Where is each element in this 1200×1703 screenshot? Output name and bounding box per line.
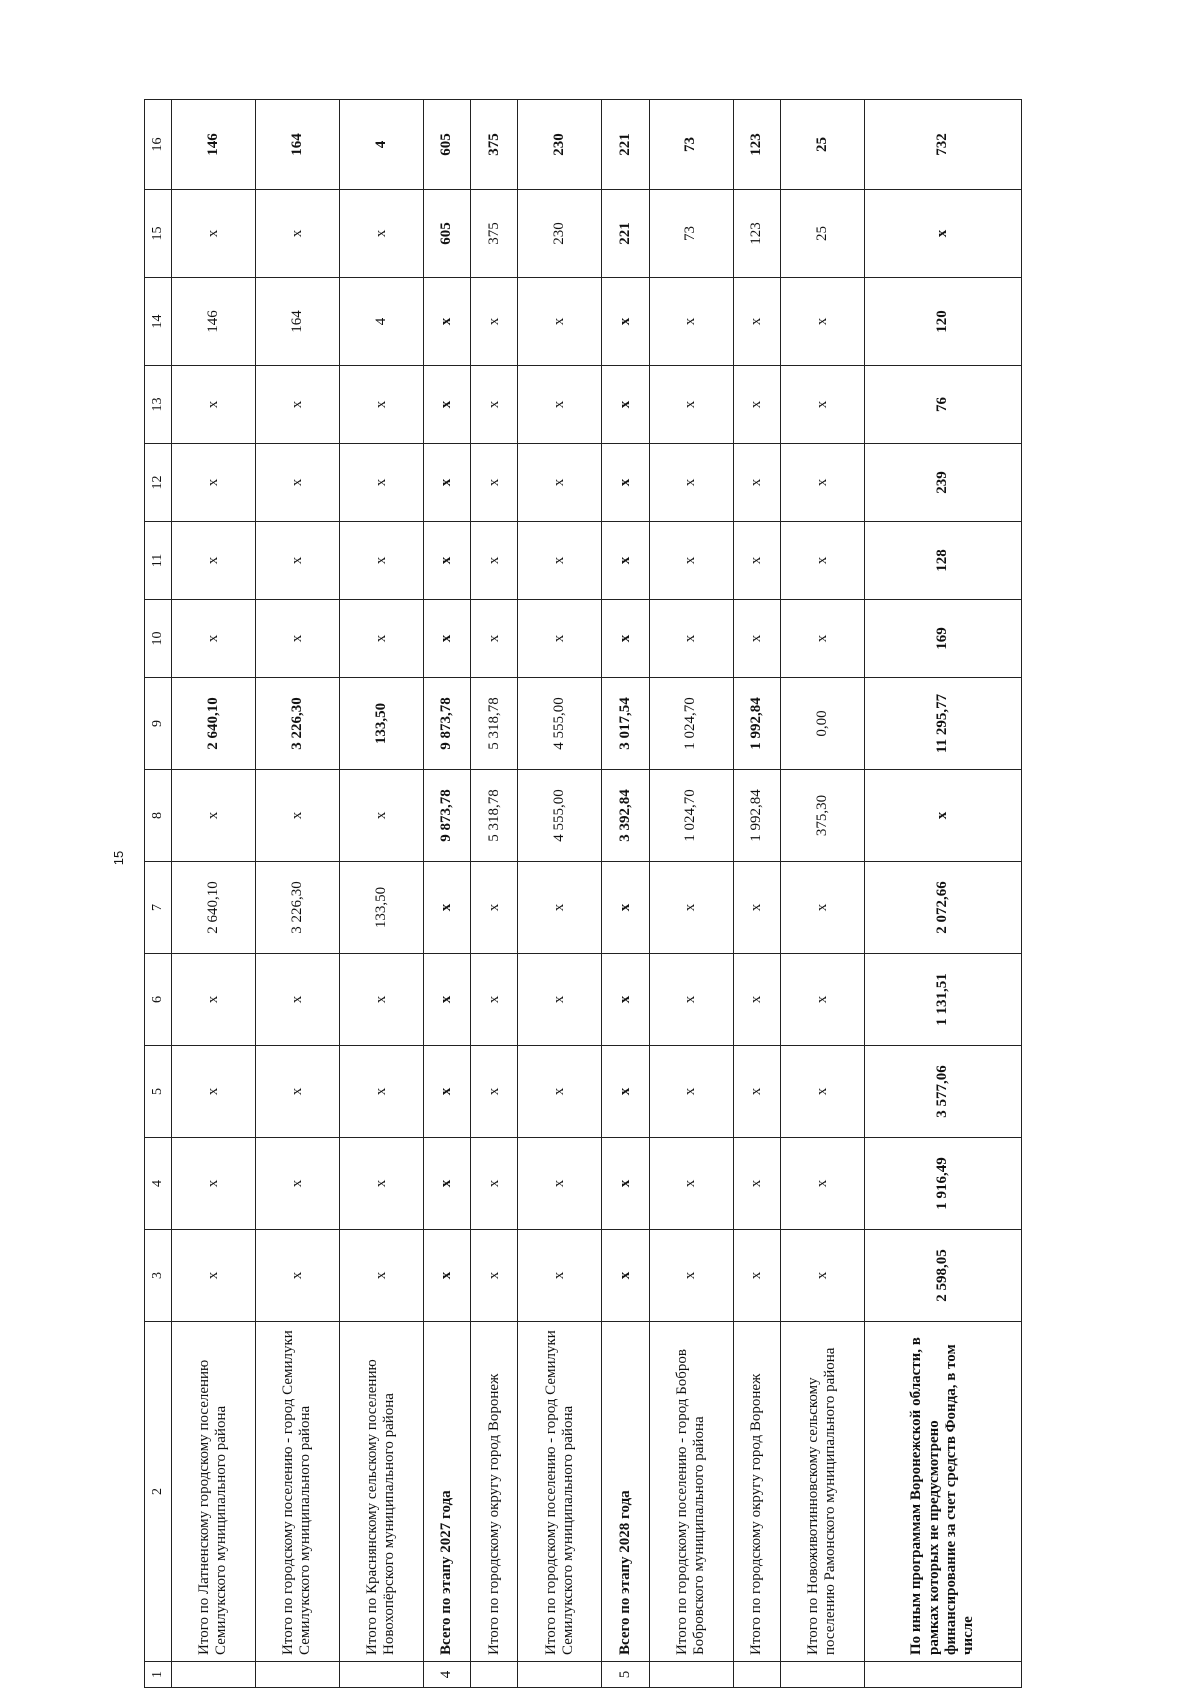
- table-cell: 2 640,10: [172, 862, 256, 954]
- table-cell: x: [172, 190, 256, 278]
- table-cell: x: [602, 954, 649, 1046]
- table-cell: x: [780, 522, 864, 600]
- table-cell: x: [423, 522, 470, 600]
- table-cell: 73: [649, 100, 733, 190]
- table-cell: x: [172, 600, 256, 678]
- table-cell: 5 318,78: [471, 678, 518, 770]
- table-cell: x: [780, 1138, 864, 1230]
- table-cell: x: [602, 444, 649, 522]
- column-header: 6: [145, 954, 172, 1046]
- row-label: Всего по этапу 2028 года: [602, 1322, 649, 1662]
- table-cell: x: [649, 1230, 733, 1322]
- row-label: Итого по городскому поселению - город Бобров Бобровского муниципального района: [649, 1322, 733, 1662]
- table-cell: 2 072,66: [864, 862, 1021, 954]
- table-cell: x: [780, 862, 864, 954]
- row-label: Итого по Новоживотинновскому сельскому поселению Рамонского муниципального района: [780, 1322, 864, 1662]
- table-cell: 4 555,00: [518, 678, 602, 770]
- table-cell: x: [518, 278, 602, 366]
- table-cell: x: [518, 954, 602, 1046]
- table-cell: x: [733, 954, 780, 1046]
- table-cell: x: [339, 522, 423, 600]
- row-index: [864, 1662, 1021, 1688]
- row-index: [339, 1662, 423, 1688]
- table-cell: x: [423, 444, 470, 522]
- table-cell: x: [255, 366, 339, 444]
- table-cell: x: [602, 600, 649, 678]
- table-cell: x: [339, 770, 423, 862]
- table-cell: x: [255, 954, 339, 1046]
- header-row: [145, 100, 172, 1688]
- table-cell: x: [864, 770, 1021, 862]
- row-index: [518, 1662, 602, 1688]
- table-cell: x: [423, 1046, 470, 1138]
- table-cell: x: [172, 1230, 256, 1322]
- table-cell: x: [339, 366, 423, 444]
- table-cell: x: [423, 366, 470, 444]
- table-cell: x: [255, 770, 339, 862]
- table-cell: x: [339, 1046, 423, 1138]
- table-cell: 133,50: [339, 862, 423, 954]
- table-cell: x: [649, 1046, 733, 1138]
- table-cell: x: [423, 1138, 470, 1230]
- table-cell: x: [780, 1230, 864, 1322]
- table-row: [471, 100, 518, 1688]
- table-cell: x: [518, 444, 602, 522]
- table-cell: 239: [864, 444, 1021, 522]
- table-cell: 1 024,70: [649, 678, 733, 770]
- table-cell: 73: [649, 190, 733, 278]
- column-header: 13: [145, 366, 172, 444]
- column-header: 8: [145, 770, 172, 862]
- table-cell: 4: [339, 100, 423, 190]
- row-index: [780, 1662, 864, 1688]
- table-cell: x: [339, 600, 423, 678]
- table-cell: 146: [172, 100, 256, 190]
- table-cell: x: [255, 522, 339, 600]
- column-header: 15: [145, 190, 172, 278]
- table-cell: x: [471, 278, 518, 366]
- table-cell: x: [733, 862, 780, 954]
- table-cell: 0,00: [780, 678, 864, 770]
- row-label: По иным программам Воронежской области, в рамках которых не предусмотрено финансирование за счет средств Фонда, в том числе: [864, 1322, 1021, 1662]
- column-header: 4: [145, 1138, 172, 1230]
- table-cell: 375: [471, 100, 518, 190]
- table-cell: 3 226,30: [255, 862, 339, 954]
- table-cell: x: [780, 1046, 864, 1138]
- table-cell: x: [649, 600, 733, 678]
- table-cell: x: [172, 366, 256, 444]
- table-cell: x: [423, 278, 470, 366]
- table-row: [518, 100, 602, 1688]
- table-cell: 123: [733, 190, 780, 278]
- column-header: 9: [145, 678, 172, 770]
- table-cell: 25: [780, 190, 864, 278]
- table-cell: x: [255, 1046, 339, 1138]
- table-cell: x: [733, 278, 780, 366]
- table-cell: x: [602, 862, 649, 954]
- row-label: Итого по Латненскому городскому поселению Семилукского муниципального района: [172, 1322, 256, 1662]
- table-cell: x: [423, 600, 470, 678]
- row-index: 4: [423, 1662, 470, 1688]
- table-cell: x: [602, 1138, 649, 1230]
- table-cell: x: [518, 600, 602, 678]
- table-cell: x: [733, 444, 780, 522]
- row-index: [172, 1662, 256, 1688]
- table-cell: 146: [172, 278, 256, 366]
- table-row: [780, 100, 864, 1688]
- table-cell: 164: [255, 278, 339, 366]
- table-cell: 9 873,78: [423, 770, 470, 862]
- table-row: [864, 100, 1021, 1688]
- table-cell: x: [780, 954, 864, 1046]
- table-cell: 1 024,70: [649, 770, 733, 862]
- table-cell: 128: [864, 522, 1021, 600]
- table-cell: x: [471, 1138, 518, 1230]
- table-cell: x: [780, 278, 864, 366]
- column-header: 1: [145, 1662, 172, 1688]
- column-header: 10: [145, 600, 172, 678]
- table-cell: 3 226,30: [255, 678, 339, 770]
- table-cell: x: [255, 444, 339, 522]
- table-cell: x: [733, 600, 780, 678]
- financing-table: [144, 99, 1022, 1688]
- table-cell: x: [339, 1138, 423, 1230]
- table-cell: 133,50: [339, 678, 423, 770]
- row-label: Итого по городскому округу город Воронеж: [471, 1322, 518, 1662]
- table-cell: x: [172, 522, 256, 600]
- table-row: [339, 100, 423, 1688]
- column-header: 14: [145, 278, 172, 366]
- table-cell: x: [649, 278, 733, 366]
- table-cell: x: [602, 1230, 649, 1322]
- row-label: Всего по этапу 2027 года: [423, 1322, 470, 1662]
- table-cell: x: [733, 522, 780, 600]
- column-header: 5: [145, 1046, 172, 1138]
- table-cell: x: [602, 278, 649, 366]
- table-cell: 169: [864, 600, 1021, 678]
- table-cell: x: [255, 1138, 339, 1230]
- table-cell: x: [602, 366, 649, 444]
- table-cell: x: [255, 1230, 339, 1322]
- row-label: Итого по городскому поселению - город Семилуки Семилукского муниципального района: [518, 1322, 602, 1662]
- table-row: [172, 100, 256, 1688]
- table-cell: x: [471, 1046, 518, 1138]
- table-cell: 1 992,84: [733, 678, 780, 770]
- table-cell: x: [649, 1138, 733, 1230]
- table-cell: x: [649, 444, 733, 522]
- table-cell: 732: [864, 100, 1021, 190]
- column-header: 12: [145, 444, 172, 522]
- table-cell: 230: [518, 190, 602, 278]
- column-header: 2: [145, 1322, 172, 1662]
- table-cell: 221: [602, 100, 649, 190]
- table-cell: x: [649, 522, 733, 600]
- table-cell: x: [864, 190, 1021, 278]
- table-row: [602, 100, 649, 1688]
- row-index: 5: [602, 1662, 649, 1688]
- table-cell: x: [172, 1046, 256, 1138]
- row-label: Итого по городскому округу город Воронеж: [733, 1322, 780, 1662]
- table-row: [733, 100, 780, 1688]
- table-cell: 120: [864, 278, 1021, 366]
- row-index: [255, 1662, 339, 1688]
- row-index: [733, 1662, 780, 1688]
- table-cell: 3 392,84: [602, 770, 649, 862]
- table-cell: 3 577,06: [864, 1046, 1021, 1138]
- table-cell: 11 295,77: [864, 678, 1021, 770]
- table-cell: x: [518, 862, 602, 954]
- table-cell: x: [339, 1230, 423, 1322]
- table-cell: x: [423, 954, 470, 1046]
- table-cell: x: [339, 954, 423, 1046]
- table-cell: x: [780, 600, 864, 678]
- table-cell: 76: [864, 366, 1021, 444]
- table-cell: x: [518, 1138, 602, 1230]
- table-cell: x: [602, 1046, 649, 1138]
- table-cell: 123: [733, 100, 780, 190]
- table-row: [649, 100, 733, 1688]
- column-header: 11: [145, 522, 172, 600]
- table-cell: x: [172, 1138, 256, 1230]
- column-header: 7: [145, 862, 172, 954]
- table-cell: x: [255, 600, 339, 678]
- table-cell: x: [733, 1138, 780, 1230]
- table-cell: x: [172, 770, 256, 862]
- table-cell: 375,30: [780, 770, 864, 862]
- table-cell: 2 598,05: [864, 1230, 1021, 1322]
- table-cell: 2 640,10: [172, 678, 256, 770]
- table-cell: x: [780, 444, 864, 522]
- table-cell: x: [649, 366, 733, 444]
- row-index: [471, 1662, 518, 1688]
- table-cell: 5 318,78: [471, 770, 518, 862]
- table-cell: x: [602, 522, 649, 600]
- table-cell: 164: [255, 100, 339, 190]
- table-cell: x: [471, 1230, 518, 1322]
- rotated-table-sheet: [144, 100, 1022, 1688]
- table-body: [172, 100, 1022, 1688]
- table-cell: x: [733, 1046, 780, 1138]
- table-cell: x: [423, 862, 470, 954]
- table-cell: x: [471, 366, 518, 444]
- table-cell: 3 017,54: [602, 678, 649, 770]
- table-cell: x: [423, 1230, 470, 1322]
- table-cell: x: [649, 862, 733, 954]
- table-cell: x: [518, 366, 602, 444]
- table-cell: x: [471, 600, 518, 678]
- table-cell: 1 131,51: [864, 954, 1021, 1046]
- table-cell: x: [339, 190, 423, 278]
- table-cell: 1 992,84: [733, 770, 780, 862]
- table-cell: x: [339, 444, 423, 522]
- row-index: [649, 1662, 733, 1688]
- table-cell: x: [471, 444, 518, 522]
- table-cell: 25: [780, 100, 864, 190]
- table-cell: x: [733, 1230, 780, 1322]
- table-row: [255, 100, 339, 1688]
- table-cell: x: [518, 1230, 602, 1322]
- table-cell: 230: [518, 100, 602, 190]
- table-cell: x: [471, 522, 518, 600]
- column-header: 16: [145, 100, 172, 190]
- table-cell: 605: [423, 100, 470, 190]
- table-cell: x: [255, 190, 339, 278]
- table-cell: x: [518, 1046, 602, 1138]
- row-label: Итого по Краснянскому сельскому поселению Новохопёрского муниципального района: [339, 1322, 423, 1662]
- table-cell: 375: [471, 190, 518, 278]
- row-label: Итого по городскому поселению - город Семилуки Семилукского муниципального района: [255, 1322, 339, 1662]
- table-cell: 1 916,49: [864, 1138, 1021, 1230]
- table-cell: 4 555,00: [518, 770, 602, 862]
- table-cell: x: [733, 366, 780, 444]
- table-cell: x: [172, 444, 256, 522]
- table-cell: x: [471, 862, 518, 954]
- table-cell: 9 873,78: [423, 678, 470, 770]
- table-cell: 221: [602, 190, 649, 278]
- column-header: 3: [145, 1230, 172, 1322]
- table-cell: x: [172, 954, 256, 1046]
- table-cell: x: [518, 522, 602, 600]
- table-cell: 605: [423, 190, 470, 278]
- table-cell: 4: [339, 278, 423, 366]
- table-cell: x: [780, 366, 864, 444]
- table-row: [423, 100, 470, 1688]
- table-cell: x: [649, 954, 733, 1046]
- page-number: 15: [111, 850, 126, 866]
- table-cell: x: [471, 954, 518, 1046]
